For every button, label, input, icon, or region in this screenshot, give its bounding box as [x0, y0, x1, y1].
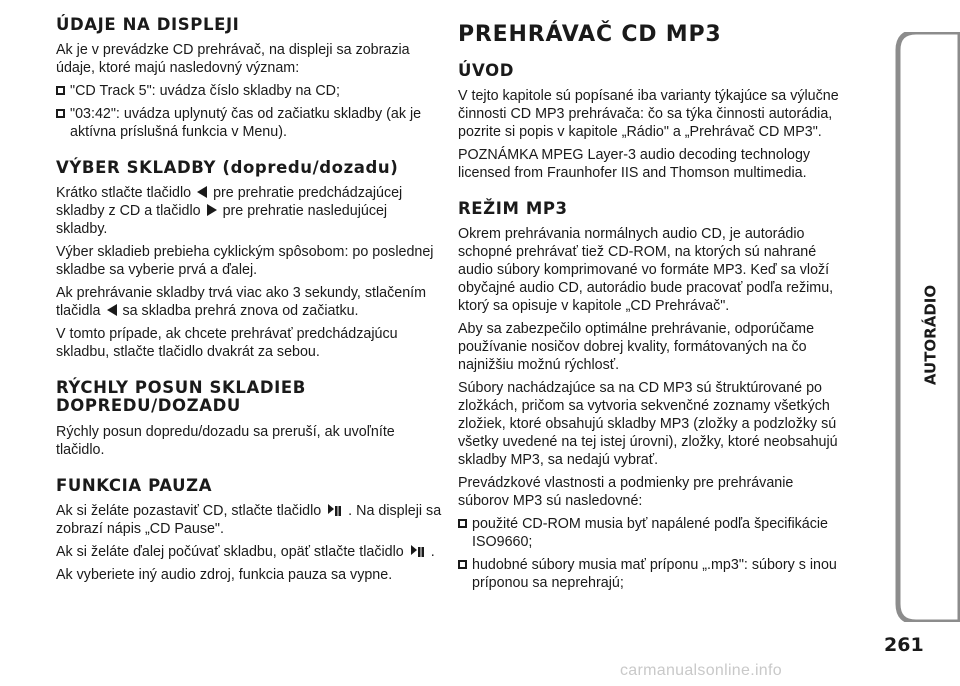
section-heading-track-select: VÝBER SKLADBY (dopredu/dozadu) — [56, 158, 399, 177]
pause-p3: Ak vyberiete iný audio zdroj, funkcia pauza sa vypne. — [56, 567, 393, 583]
checkbox-bullet-icon — [56, 109, 65, 118]
side-tab-label — [916, 280, 946, 390]
section-heading-fast-forward: RÝCHLY POSUN SKLADIEB DOPREDU/DOZADU — [56, 378, 306, 415]
left-column — [56, 16, 442, 589]
fast-forward-p1: Rýchly posun dopredu/dozadu sa preruší, ak uvoľníte tlačidlo. — [56, 424, 395, 458]
section-heading-display-data: ÚDAJE NA DISPLEJI — [56, 15, 240, 34]
mp3-mode-p4: Prevádzkové vlastnosti a podmienky pre prehrávanie súborov MP3 sú nasledovné: — [458, 475, 794, 509]
intro-p1: V tejto kapitole sú popísané iba varianty týkajúce sa výlučne činnosti CD MP3 prehrávača: čo sa týka činnosti autorádia, pozrite si popis v kapitole „Rádio" a „Prehrávač CD MP3". — [458, 88, 839, 140]
track-select-p2: Výber skladieb prebieha cyklickým spôsobom: po poslednej skladbe sa vyberie prvá a ďalej. — [56, 244, 434, 278]
display-data-intro: Ak je v prevádzke CD prehrávač, na displeji sa zobrazia údaje, ktoré majú nasledovný význam: — [56, 42, 410, 76]
list-item: použité CD-ROM musia byť napálené podľa špecifikácie ISO9660; — [458, 515, 848, 551]
checkbox-bullet-icon — [56, 86, 65, 95]
track-select-p4: V tomto prípade, ak chcete prehrávať predchádzajúcu skladbu, stlačte tlačidlo dvakrát za sebou. — [56, 326, 398, 360]
page-number: 261 — [884, 634, 924, 656]
list-item: "03:42": uvádza uplynutý čas od začiatku skladby (ak je aktívna príslušná funkcia v Menu). — [56, 105, 442, 141]
svg-text:AUTORÁDIO: AUTORÁDIO — [921, 284, 940, 386]
list-item: "CD Track 5": uvádza číslo skladby na CD; — [56, 82, 442, 100]
pause-p2: Ak si želáte ďalej počúvať skladbu, opäť stlačte tlačidlo . — [56, 544, 435, 560]
pause-play-icon — [327, 503, 342, 517]
mp3-mode-p1: Okrem prehrávania normálnych audio CD, je autorádio schopné prehrávať tiež CD-ROM, na ktorých sú nahrané audio súbory komprimované vo formáte MP3. Keď sa vloží obyčajné audio CD, autorádio bude pracovať podľa režimu, ktorý sa opisuje v kapitole „CD Prehrávač". — [458, 226, 834, 314]
track-select-p1: Krátko stlačte tlačidlo pre prehratie predchádzajúcej skladby z CD a tlačidlo pre prehratie nasledujúcej skladby. — [56, 185, 403, 237]
chapter-title: PREHRÁVAČ CD MP3 — [458, 22, 722, 47]
section-heading-mp3-mode: REŽIM MP3 — [458, 199, 568, 218]
checkbox-bullet-icon — [458, 519, 467, 528]
mp3-mode-p2: Aby sa zabezpečilo optimálne prehrávanie, odporúčame používanie nosičov dobrej kvality, formátovaných na čo najnižšiu možnú rýchlosť. — [458, 321, 815, 373]
next-arrow-icon — [207, 204, 217, 216]
previous-arrow-icon — [197, 186, 207, 198]
pause-p1: Ak si želáte pozastaviť CD, stlačte tlačidlo . Na displeji sa zobrazí nápis „CD Pause". — [56, 503, 442, 537]
mp3-mode-p3: Súbory nachádzajúce sa na CD MP3 sú štruktúrované po zložkách, pričom sa vytvoria sekvenčné zoznamy všetkých zložiek, ktoré obsahujú skladby MP3 (zložky a podzložky sú všetky uvedené na tej istej úrovni), zložky, ktoré neobsahujú skladby MP3, sa nedajú vybrať. — [458, 380, 838, 468]
intro-p2: POZNÁMKA MPEG Layer-3 audio decoding technology licensed from Fraunhofer IIS and Thomson multimedia. — [458, 147, 811, 181]
right-column — [458, 22, 848, 597]
section-heading-pause: FUNKCIA PAUZA — [56, 476, 213, 495]
track-select-p3: Ak prehrávanie skladby trvá viac ako 3 sekundy, stlačením tlačidla sa skladba prehrá znova od začiatku. — [56, 285, 427, 319]
previous-arrow-icon — [107, 304, 117, 316]
list-item: hudobné súbory musia mať príponu „.mp3": súbory s inou príponou sa neprehrajú; — [458, 556, 848, 592]
pause-play-icon — [410, 544, 425, 558]
watermark: carmanualsonline.info — [620, 662, 782, 679]
section-heading-intro: ÚVOD — [458, 61, 515, 80]
checkbox-bullet-icon — [458, 560, 467, 569]
